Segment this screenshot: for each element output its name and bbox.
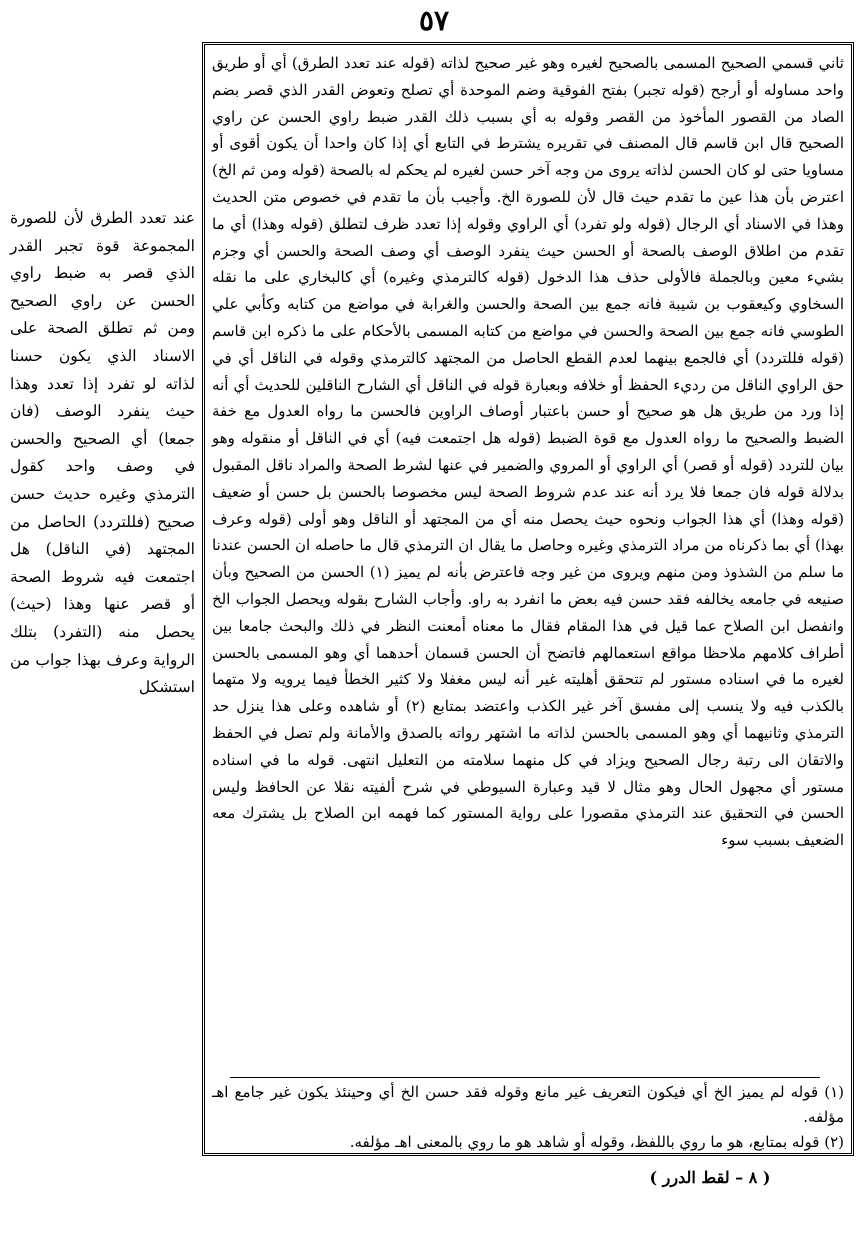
- footnotes: [212, 1080, 844, 1155]
- margin-matn: [10, 205, 195, 702]
- footnote-divider: [230, 1077, 820, 1078]
- footnote-2: (٢) قوله بمتابع، هو ما روي باللفظ، وقوله أو شاهد هو ما روي بالمعنى اهـ مؤلفه.: [349, 1133, 844, 1151]
- main-commentary: [212, 50, 844, 854]
- footnote-1: (١) قوله لم يميز الخ أي فيكون التعريف غير مانع وقوله فقد حسن الخ أي وحينئذ يكون غير جامع اهـ مؤلفه.: [212, 1083, 844, 1126]
- margin-matn-text: عند تعدد الطرق لأن للصورة المجموعة قوة تجبر القدر الذي قصر به ضبط راوي الحسن عن راوي الصحيح ومن ثم تطلق الصحة على الاسناد الذي يكون حسنا لذاته لو تفرد إذا تعدد وهذا حيث ينفرد الوصف (فان جمعا) أي الصحيح والحسن في وصف واحد كقول الترمذي وغيره حديث حسن صحيح (فللتردد) الحاصل من المجتهد (في الناقل) هل اجتمعت فيه شروط الصحة أو قصر عنها وهذا (حيث) يحصل منه (التفرد) بتلك الرواية وعرف بهذا جواب من استشكل: [10, 209, 195, 697]
- page-number: ٥٧: [418, 4, 450, 37]
- page-footer: ( ٨ – لقط الدرر ): [649, 1168, 771, 1187]
- main-commentary-text: ثاني قسمي الصحيح المسمى بالصحيح لغيره وهو غير صحيح لذاته (قوله عند تعدد الطرق) أي أو طريق واحد مساوله أو أرجح (قوله تجبر) بفتح الفوقية وضم الموحدة أي تصلح وتعوض القدر الذي قصر بضم الصاد من القصور المأخوذ من القصر وقوله به أي بسبب ذلك القدر ضبط راوي الحسن عن راوي الصحيح قال ابن قاسم قال المصنف في تقريره يشترط في التابع أي إذا كان واحدا أن يكون أقوى أو مساويا حتى لو كان الحسن لذاته يروى من وجه آخر حسن لغيره لم يحكم له بالصحة (قوله ومن ثم الخ) اعترض بأن هذا عين ما تقدم حيث قال لأن للصورة الخ. وأجيب بأن ما تقدم في خصوص متن الحديث وهذا في الاسناد أي الرجال (قوله ولو تفرد) أي الراوي وقوله إذا تعدد ظرف لتطلق (قوله وهذا) أي ما تقدم من اطلاق الوصف بالصحة أو الحسن حيث ينفرد الوصف أي وصف الصحة والحسن أي وجزم بشيء معين وبالجملة فالأولى حذف هذا الدخول (قوله كالترمذي وغيره) أي كالبخاري على ما نقله السخاوي وكيعقوب بن شيبة فانه جمع بين الصحة والحسن والغرابة في مواضع من كتابه وكأبي علي الطوسي فانه جمع بين الصحة والحسن في مواضع من كتابه المسمى بالأحكام على ما ذكره ابن قاسم (قوله فللتردد) أي فالجمع بينهما لعدم القطع الحاصل من المجتهد كالترمذي وقوله في الناقل أي في حق الراوي الناقل من رديء الحفظ أو خلافه وبعبارة قوله في الناقل أي الشارح الناقلين للحديث أي أنه إذا ورد من طريق هل هو صحيح أو حسن باعتبار أوصاف الراوين فالحسن ما رواه العدول مع خفة الضبط والصحيح ما رواه العدول مع قوة الضبط (قوله هل اجتمعت فيه) أي في الناقل أو منقوله وهو بيان للتردد (قوله أو قصر) أي الراوي أو المروي والضمير في عنها لشرط الصحة والمراد ناقل المقبول بدلالة قوله فان جمعا فلا يرد أنه عند عدم شروط الصحة ليس مخصوصا بالحسن بل حسن أو ضعيف (قوله وهذا) أي هذا الجواب ونحوه حيث يحصل منه أي من المجتهد أو الناقل وهو أولى (قوله وعرف بهذا) أي بما ذكرناه من مراد الترمذي وغيره وحاصل ما يقال ان الترمذي قال ما حاصله ان الحسن عندنا ما سلم من الشذوذ ومن منهم ويروى من غير وجه فاعترض بأنه لم يميز (١) الحسن من الصحيح وبأن صنيعه في جامعه يخالفه فقد حسن فيه بعض ما انفرد به راو. وأجاب الشارح بقوله ويحصل الجواب الخ وانفصل ابن الصلاح عما قيل في هذا المقام فقال ما معناه أمعنت النظر في ذلك والبحث جامعا بين أطراف كلامهم ملاحظا مواقع استعمالهم فاتضح أن الحسن قسمان أحدهما أي وهو المسمى بالحسن لغيره ما في اسناده مستور لم تتحقق أهليته غير أنه ليس مغفلا ولا كثير الخطأ فيما يرويه ولا متهما بالكذب فيه ولا ينسب إلى مفسق آخر غير الكذب واعتضد بمتابع (٢) أو شاهده وعلى هذا ينزل حد الترمذي وثانيهما أي وهو المسمى بالحسن لذاته ما اشتهر رواته بالصدق والأمانة ولم تصل في الحفظ والاتقان الى رتبة رجال الصحيح ويزاد في كل منهما سلامته من التعليل انتهى. قوله ما في اسناده مستور أي مجهول الحال وهو مثال لا قيد وعبارة السيوطي في شرح ألفيته نقلا عن الحافظ وليس الحسن في التحقيق عند الترمذي مقصورا على رواية المستور كما فهمه ابن الصلاح بل يشترك معه الضعيف بسبب سوء: [212, 54, 844, 850]
